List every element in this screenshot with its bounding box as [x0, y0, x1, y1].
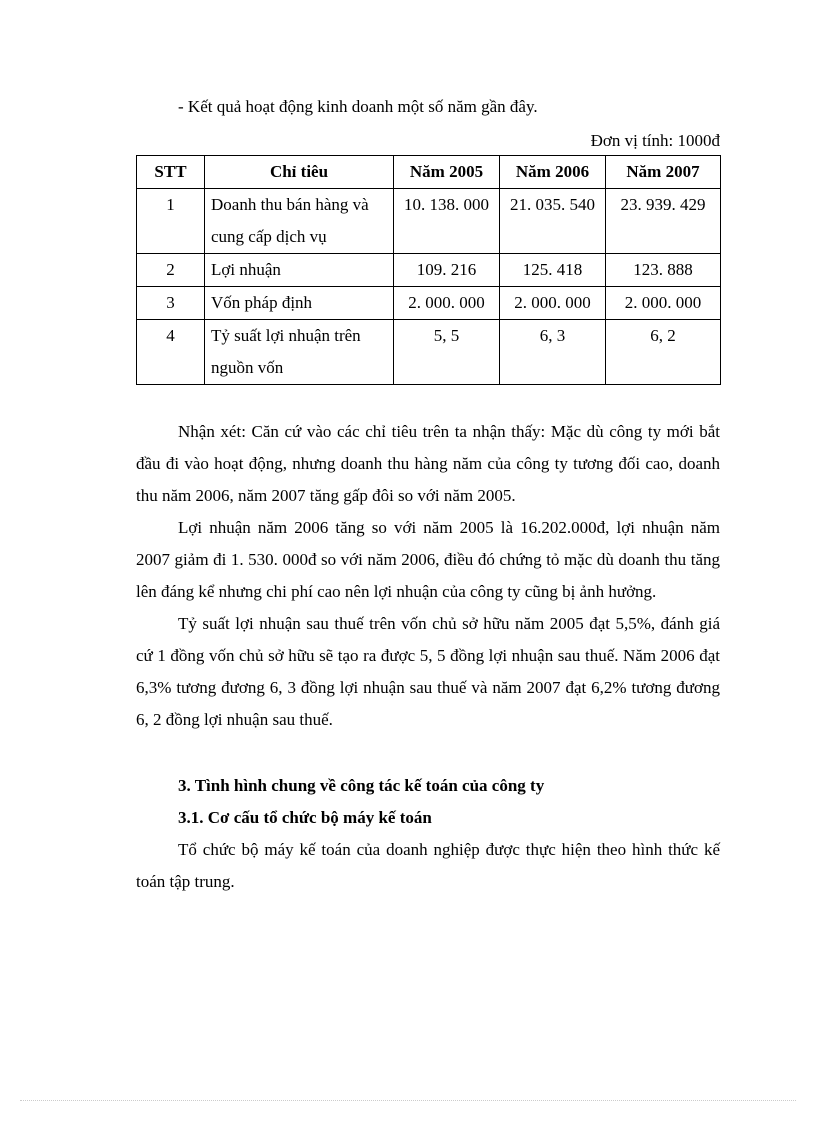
cell-2005: 10. 138. 000: [394, 189, 500, 254]
cell-2007: 2. 000. 000: [606, 287, 721, 320]
cell-2007: 6, 2: [606, 320, 721, 385]
header-2005: Năm 2005: [394, 156, 500, 189]
unit-label: Đơn vị tính: 1000đ: [590, 131, 720, 150]
cell-2007: 123. 888: [606, 254, 721, 287]
paragraph-organization: Tổ chức bộ máy kế toán của doanh nghiệp được thực hiện theo hình thức kế toán tập trung.: [136, 840, 720, 891]
cell-2005: 109. 216: [394, 254, 500, 287]
cell-2005: 2. 000. 000: [394, 287, 500, 320]
table-header-row: [137, 156, 721, 189]
cell-2005: 5, 5: [394, 320, 500, 385]
page-bottom-divider: [20, 1100, 796, 1101]
cell-2006: 125. 418: [500, 254, 606, 287]
intro-line: - Kết quả hoạt động kinh doanh một số năm gần đây.: [178, 97, 538, 116]
paragraph-ratio: Tỷ suất lợi nhuận sau thuế trên vốn chủ sở hữu năm 2005 đạt 5,5%, đánh giá cứ 1 đồng vốn chủ sở hữu sẽ tạo ra được 5, 5 đồng lợi nhuận sau thuế. Năm 2006 đạt 6,3% tương đương 6, 3 đồng lợi nhuận sau thuế và năm 2007 đạt 6,2% tương đương 6, 2 đồng lợi nhuận sau thuế.: [136, 614, 720, 729]
cell-2006: 21. 035. 540: [500, 189, 606, 254]
cell-stt: 4: [137, 320, 205, 385]
table-row: [137, 189, 721, 254]
table-row: [137, 320, 721, 385]
body-paragraphs: [136, 416, 720, 736]
paragraph-profit: Lợi nhuận năm 2006 tăng so với năm 2005 là 16.202.000đ, lợi nhuận năm 2007 giảm đi 1. 530. 000đ so với năm 2006, điều đó chứng tỏ mặc dù doanh thu tăng lên đáng kể nhưng chi phí cao nên lợi nhuận của công ty cũng bị ảnh hưởng.: [136, 518, 720, 601]
cell-indicator: Vốn pháp định: [205, 287, 394, 320]
header-indicator: Chỉ tiêu: [205, 156, 394, 189]
cell-indicator: Tỷ suất lợi nhuận trên nguồn vốn: [205, 320, 394, 385]
cell-indicator: Lợi nhuận: [205, 254, 394, 287]
last-paragraph: [136, 834, 720, 898]
cell-indicator: Doanh thu bán hàng và cung cấp dịch vụ: [205, 189, 394, 254]
business-results-table: [136, 155, 721, 385]
cell-stt: 1: [137, 189, 205, 254]
header-2006: Năm 2006: [500, 156, 606, 189]
cell-stt: 2: [137, 254, 205, 287]
cell-stt: 3: [137, 287, 205, 320]
section-heading-3: 3. Tình hình chung về công tác kế toán của công ty: [178, 776, 545, 795]
cell-2006: 6, 3: [500, 320, 606, 385]
header-2007: Năm 2007: [606, 156, 721, 189]
table-row: [137, 287, 721, 320]
table-row: [137, 254, 721, 287]
header-stt: STT: [137, 156, 205, 189]
cell-2007: 23. 939. 429: [606, 189, 721, 254]
paragraph-remark: Nhận xét: Căn cứ vào các chỉ tiêu trên ta nhận thấy: Mặc dù công ty mới bắt đầu đi vào hoạt động, nhưng doanh thu hàng năm của công ty tương đối cao, doanh thu năm 2006, năm 2007 tăng gấp đôi so với năm 2005.: [136, 422, 720, 505]
cell-2006: 2. 000. 000: [500, 287, 606, 320]
section-heading-3-1: 3.1. Cơ cấu tổ chức bộ máy kế toán: [178, 808, 432, 827]
